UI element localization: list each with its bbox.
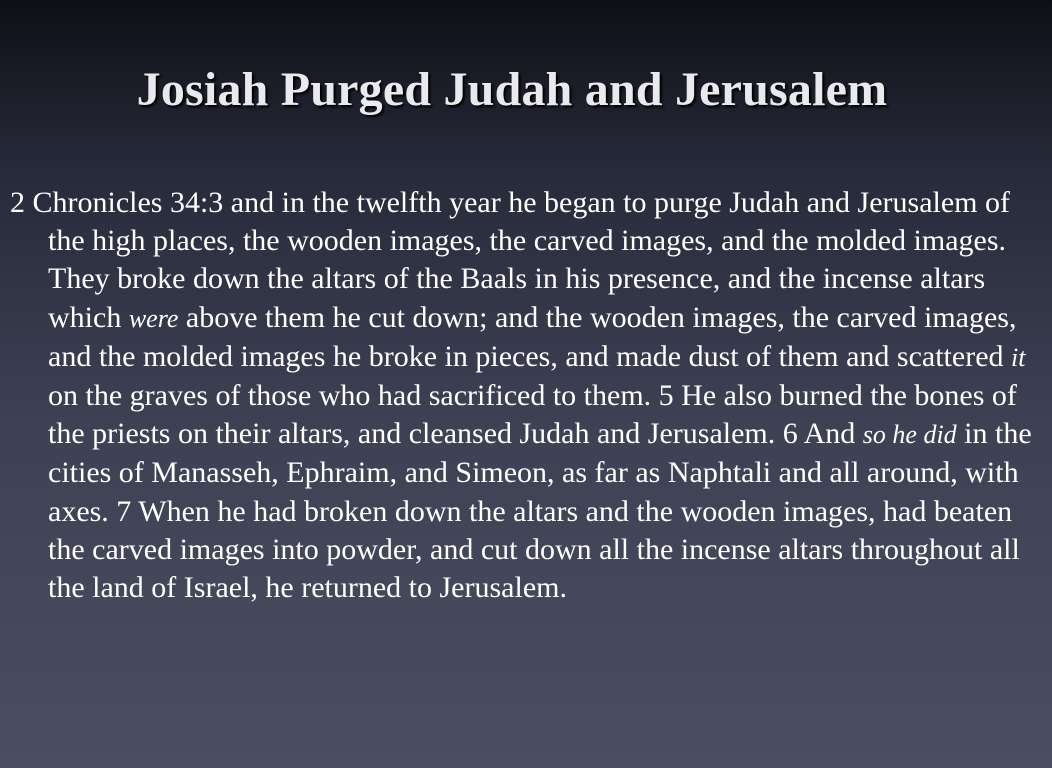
passage-italic-text: so he did [862, 420, 957, 450]
passage-text: 2 Chronicles 34:3 and in the twelfth year he began to purge Judah and Jerusalem of the high places, the wooden images, the carved images, and the molded images. They broke down the altars of the Baals in his presence, and the incense altars which [10, 186, 1011, 334]
passage-text: in the cities of Manasseh, Ephraim, and Simeon, as far as Naphtali and all around, with axes. 7 When he had broken down the altars and the wooden images, had beaten the carved images into powder, and cut down all the incense altars throughout all the land of Israel, he returned to Jerusalem. [48, 417, 1032, 605]
passage-italic-text: were [128, 303, 179, 333]
passage-italic-text: it [1011, 342, 1026, 372]
passage-text: above them he cut down; and the wooden images, the carved images, and the molded images he broke in pieces, and made dust of them and scattered [48, 300, 1017, 373]
passage-text: on the graves of those who had sacrificed to them. 5 He also burned the bones of the priests on their altars, and cleansed Judah and Jerusalem. 6 And [48, 379, 1017, 451]
scripture-passage [10, 184, 1052, 607]
slide-title: Josiah Purged Judah and Jerusalem [136, 63, 888, 116]
